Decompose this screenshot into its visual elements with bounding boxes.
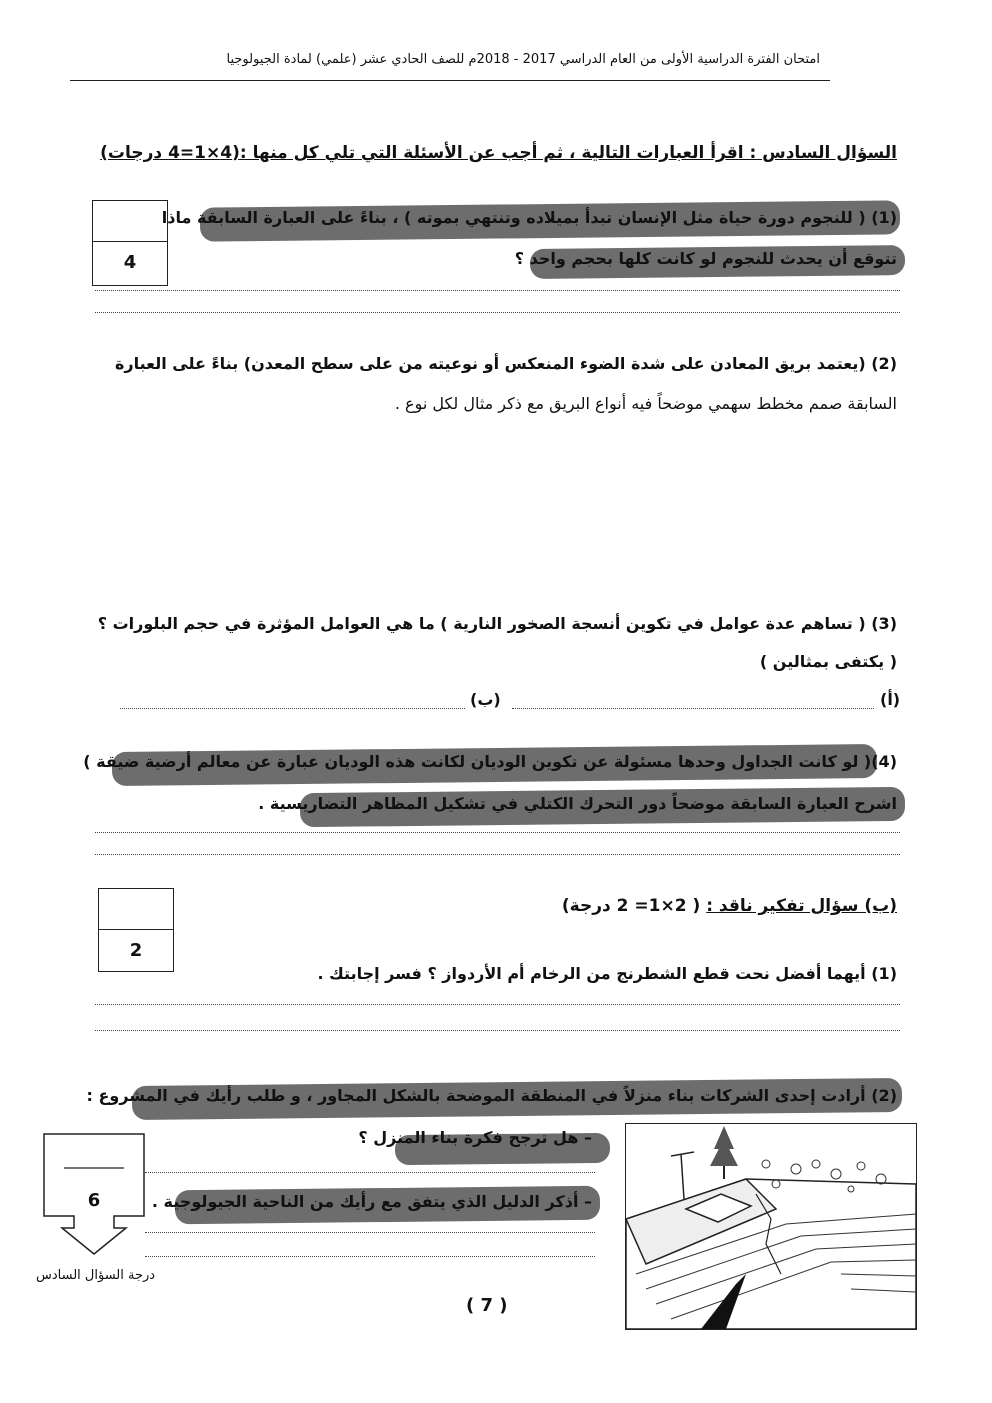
question-4-line-1: (4)( لو كانت الجداول وحدها مسئولة عن تكوين الوديان لكانت هذه الوديان عبارة عن معالم أرضية ضيقة ) (83, 752, 897, 771)
critical-question-2-item-1: – هل ترجح فكرة بناء المنزل ؟ (358, 1128, 592, 1147)
answer-line[interactable] (95, 854, 900, 855)
answer-line[interactable] (95, 1004, 900, 1005)
question-2-line-1: (2) (يعتمد بريق المعادن على شدة الضوء المنعكس أو نوعيته من على سطح المعدن) بناءً على العبارة (114, 354, 897, 373)
answer-line[interactable] (95, 1030, 900, 1031)
question-six-title-text: السؤال السادس : اقرأ العبارات التالية ، ثم أجب عن الأسئلة التي تلي كل منها : (239, 143, 897, 163)
geology-figure (625, 1123, 917, 1330)
score-box-top (93, 201, 167, 242)
answer-line[interactable] (95, 312, 900, 313)
answer-line-b[interactable] (120, 708, 465, 709)
critical-question-1: (1) أيهما أفضل نحت قطع الشطرنج من الرخام أم الأردواز ؟ فسر إجابتك . (317, 964, 897, 983)
score-box-q6b (98, 888, 174, 972)
score-box-value: 4 (123, 252, 137, 273)
question-1-line-1: (1) ( للنجوم دورة حياة مثل الإنسان تبدأ بميلاده وتنتهي بموته ) ، بناءً على العبارة السابقة ماذا (161, 208, 897, 227)
header-divider (70, 80, 830, 81)
answer-label-b: (ب) (470, 690, 501, 709)
answer-label-a: (أ) (880, 690, 901, 709)
critical-thinking-title-text: (ب) سؤال تفكير ناقد : (706, 896, 897, 916)
answer-line[interactable] (95, 290, 900, 291)
question-six-title (100, 143, 897, 163)
exam-header: امتحان الفترة الدراسية الأولى من العام الدراسي 2017 - 2018م للصف الحادي عشر (علمي) لمادة الجيولوجيا (226, 52, 820, 67)
critical-question-2: (2) أرادت إحدى الشركات بناء منزلاً في المنطقة الموضحة بالشكل المجاور ، و طلب رأيك في المشروع : (86, 1086, 897, 1105)
answer-line[interactable] (145, 1232, 595, 1233)
question-six-marks: (4×1=4 درجات) (100, 143, 240, 163)
question-4-line-2: اشرح العبارة السابقة موضحاً دور التحرك الكتلي في تشكيل المظاهر التضاريسية . (258, 794, 897, 813)
critical-thinking-title (562, 896, 897, 916)
question-3-line-2: ( يكتفى بمثالين ) (759, 652, 897, 671)
answer-line[interactable] (145, 1172, 595, 1173)
landslide-sketch (626, 1124, 916, 1329)
score-box-top (99, 889, 173, 930)
answer-line[interactable] (145, 1256, 595, 1257)
critical-question-2-item-2: – أذكر الدليل الذي يتفق مع رأيك من الناحية الجيولوجية . (151, 1192, 592, 1211)
score-box-value: 2 (129, 940, 143, 961)
answer-line-a[interactable] (512, 708, 874, 709)
answer-line[interactable] (95, 832, 900, 833)
score-box-q6a (92, 200, 168, 286)
question-1-line-2: تتوقع أن يحدث للنجوم لو كانت كلها بحجم واحد ؟ (514, 249, 897, 268)
final-score-label: درجة السؤال السادس (36, 1268, 156, 1283)
question-2-line-2: السابقة صمم مخطط سهمي موضحاً فيه أنواع البريق مع ذكر مثال لكل نوع . (394, 394, 897, 413)
final-score-value: 6 (87, 1190, 101, 1211)
critical-thinking-marks: ( 2×1= 2 درجة) (561, 896, 701, 916)
page-number: ( 7 ) (466, 1295, 508, 1316)
question-3-line-1: (3) ( تساهم عدة عوامل في تكوين أنسجة الصخور النارية ) ما هي العوامل المؤثرة في حجم البلورات ؟ (97, 614, 897, 633)
